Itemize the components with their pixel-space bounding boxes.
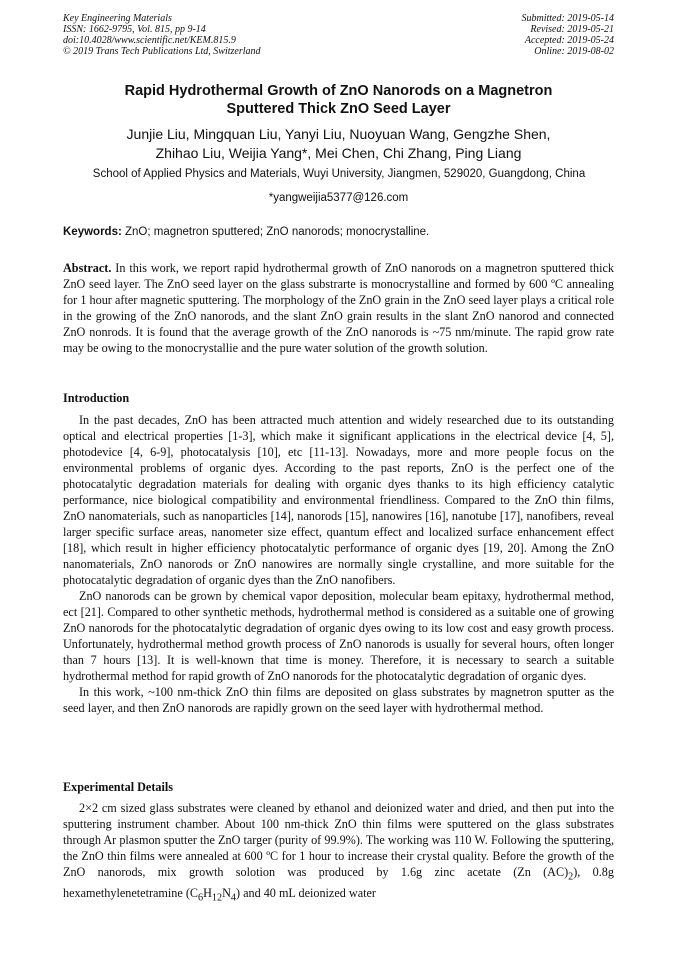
introduction-body [63, 412, 614, 716]
keywords-text: ZnO; magnetron sputtered; ZnO nanorods; monocrystalline. [121, 226, 430, 238]
section-heading-experimental: Experimental Details [63, 780, 174, 794]
date-online: Online: 2019-08-02 [534, 46, 614, 57]
date-submitted: Submitted: 2019-05-14 [521, 13, 614, 24]
experimental-body [63, 800, 614, 907]
journal-name: Key Engineering Materials [63, 13, 172, 24]
keywords-label: Keywords: [63, 226, 122, 238]
keywords [63, 225, 614, 239]
title-line-2: Sputtered Thick ZnO Seed Layer [226, 101, 451, 117]
authors-line-1: Junjie Liu, Mingquan Liu, Yanyi Liu, Nuoyuan Wang, Gengzhe Shen, [126, 126, 551, 142]
intro-paragraph: In this work, ~100 nm-thick ZnO thin films are deposited on glass substrates by magnetron sputter as the seed layer, and then ZnO nanorods are rapidly grown on the seed layer with hydrothermal method. [63, 685, 614, 715]
author-list [63, 125, 614, 163]
publication-dates [522, 13, 615, 57]
experimental-paragraph: 2×2 cm sized glass substrates were cleaned by ethanol and deionized water and dried, and then put into the sputtering instrument chamber. About 100 nm-thick ZnO thin films were sputtered on the glass substrates through Ar plasmon sputter the ZnO targer (purity of 99.9%). The working was 110 W. Following the sputtering, the ZnO thin films were annealed at 600 ºC for 1 hour to increase their crystal quality. Before the growth of the ZnO nanorods, mix growth solotion was produced by 1.6g zinc acetate (Zn $(AC)_2$), 0.8g hexamethylenetetramine $(C_6H_{12}N_4)$ and 40 mL deionized water [63, 801, 614, 904]
authors-line-2: Zhihao Liu, Weijia Yang*, Mei Chen, Chi Zhang, Ping Liang [155, 145, 522, 161]
section-heading-introduction: Introduction [63, 391, 130, 405]
affiliation: School of Applied Physics and Materials, Wuyi University, Jiangmen, 529020, Guangdong, China [92, 168, 586, 180]
corresponding-email[interactable]: *yangweijia5377@126.com [268, 192, 409, 204]
abstract-text: In this work, we report rapid hydrothermal growth of ZnO nanorods on a magnetron sputtered thick ZnO seed layer. The ZnO seed layer on the glass substrarte is monocrystalline and formed by 600 ºC annealing for 1 hour after magnetic sputtering. The morphology of the ZnO grain in the ZnO seed layer plays a critical role in the growing of the ZnO nanorods, and the slant ZnO grain results in the slant ZnO nanorod and connected ZnO nonrods. It is found that the average growth of the ZnO nanorods is ~75 nm/minute. The rapid grow rate may be owing to the monocrystallie and the pure water solution of the growth solution. [63, 261, 614, 355]
intro-paragraph: In the past decades, ZnO has been attracted much attention and widely researched due to its outstanding optical and electrical properties [1-3], which make it significant applications in the electrical device [4, 5], photodevice [4, 6-9], photocatalysis [10], etc [11-13]. Nowadays, more and more people focus on the environmental problems of organic dyes. According to the past reports, ZnO is the perfect one of the photocatalytic degradation materials for dealing with organic dyes thanks to its high efficiency catalytic performance, nice biological compatibility and environmental friendliness. Compared to the ZnO thin films, ZnO nanomaterials, such as nanoparticles [14], nanorods [15], nanowires [16], nanotube [17], nanofibers, reveal larger specific surface areas, nanometer size effect, quantum effect and localized surface enhancement effect [18], which result in higher efficiency photocatalytic performance of organic dyes [19, 20]. Among the ZnO nanomaterials, ZnO nanorods or ZnO nanowires are normally single crystalline, and more suitable for the photocatalytic degradation of organic dyes than the ZnO nanofibers. [63, 413, 614, 587]
journal-copyright: © 2019 Trans Tech Publications Ltd, Switzerland [63, 46, 261, 57]
date-revised: Revised: 2019-05-21 [530, 24, 614, 35]
paper-title [63, 82, 614, 118]
journal-doi[interactable]: doi:10.4028/www.scientific.net/KEM.815.9 [63, 35, 236, 46]
date-accepted: Accepted: 2019-05-24 [524, 35, 614, 46]
journal-issn: ISSN: 1662-9795, Vol. 815, pp 9-14 [63, 24, 206, 35]
abstract [63, 260, 614, 356]
title-line-1: Rapid Hydrothermal Growth of ZnO Nanorods on a Magnetron [124, 83, 553, 99]
journal-info [63, 13, 261, 57]
intro-paragraph: ZnO nanorods can be grown by chemical vapor deposition, molecular beam epitaxy, hydrothermal method, ect [21]. Compared to other synthetic methods, hydrothermal method is considered as a suitable one of growing ZnO nanorods for the photocatalytic degradation of organic dyes owing to its low cost and easy growth process. Unfortunately, hydrothermal method growth process of ZnO nanorods is usually for several hours, often longer than 7 hours [13]. It is well-known that time is money. Therefore, it is necessary to search a suitable hydrothermal method for rapid growth of ZnO nanorods for the photocatalytic degradation of organic dyes. [63, 589, 614, 683]
abstract-label: Abstract. [63, 261, 112, 275]
